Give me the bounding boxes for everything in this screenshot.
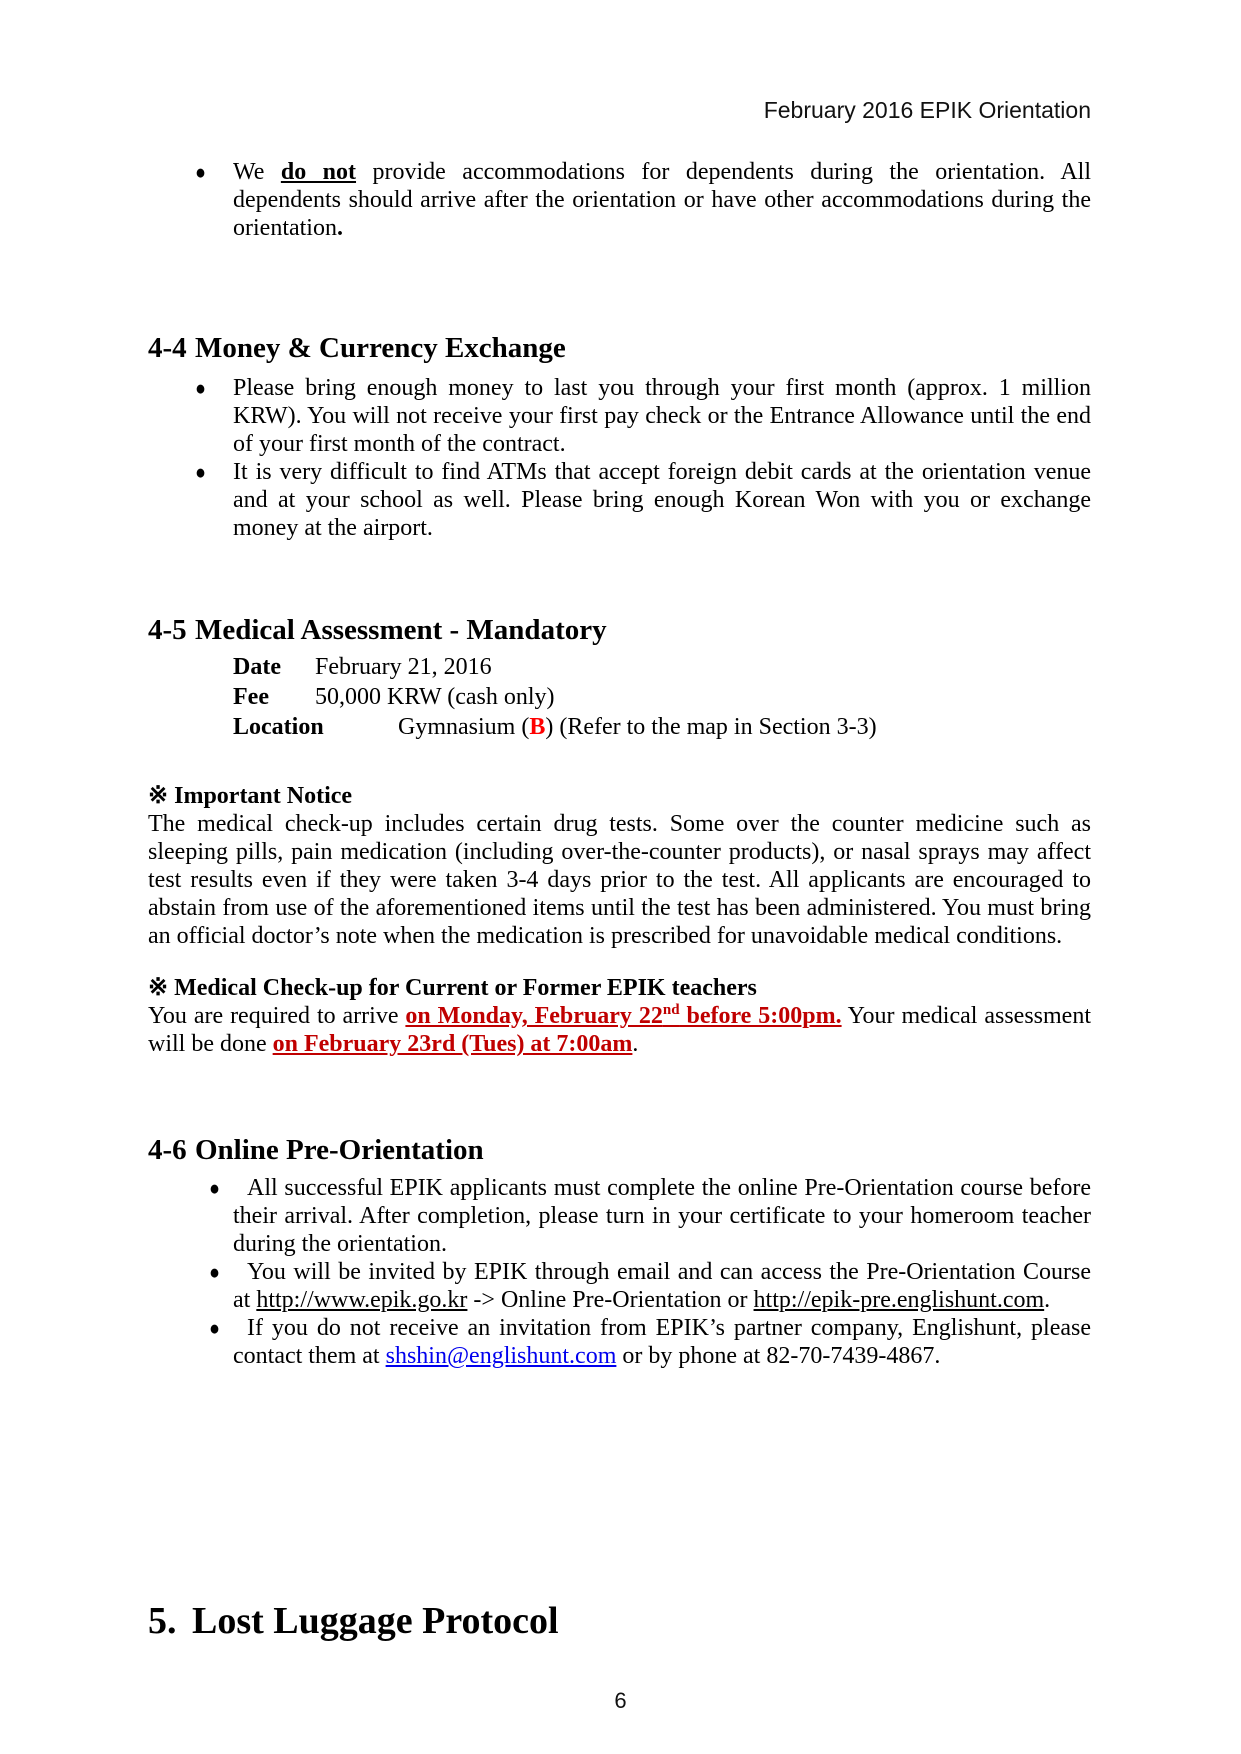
epik-website-link[interactable]: http://www.epik.go.kr	[256, 1287, 468, 1313]
medical-details	[233, 652, 1091, 742]
englishunt-pre-orientation-link[interactable]: http://epik-pre.englishunt.com	[753, 1287, 1045, 1313]
checkup-text-end: .	[632, 1031, 639, 1057]
list-item	[195, 1258, 1091, 1314]
intro-text-period: .	[336, 215, 343, 241]
bullet-icon: ●	[195, 160, 206, 184]
section-title: Medical Assessment - Mandatory	[195, 614, 607, 646]
checkup-text-pre: You are required to arrive	[148, 1003, 406, 1029]
deadline-1-ordinal: nd	[662, 1002, 680, 1018]
page-header-title: February 2016 EPIK Orientation	[763, 97, 1091, 123]
list-item	[195, 374, 1091, 458]
checkup-text-mid: Your medical assessment will be done	[148, 1003, 1091, 1057]
bullet-text: Please bring enough money to last you through your first month (approx. 1 million KRW). You will not receive your first pay check or the Entrance Allowance until the end of your first month of the contract.	[233, 375, 1091, 457]
checkup-deadline-1	[405, 1003, 841, 1029]
list-item	[195, 158, 1091, 242]
important-notice-title: ※ Important Notice	[148, 783, 353, 809]
section-heading-4-5	[148, 614, 1091, 647]
important-notice-body: The medical check-up includes certain drug tests. Some over the counter medicine such as sleeping pills, pain medication (including over-the-counter products), or nasal sprays may affect test results even if they were taken 3-4 days prior to the test. All applicants are encouraged to abstain from use of the aforementioned items until the test has been administered. You must bring an official doctor’s note when the medication is prescribed for unavoidable medical conditions.	[148, 811, 1091, 949]
list-item	[195, 1314, 1091, 1370]
date-row	[233, 652, 1091, 682]
bullet-icon: ●	[209, 1176, 220, 1200]
contact-email-link[interactable]: shshin@englishunt.com	[385, 1343, 617, 1369]
section-number: 4-5	[148, 614, 187, 646]
deadline-1-tail: before 5:00pm.	[679, 1003, 842, 1029]
bullet-text-pre: You will be invited by EPIK through email and can access the Pre-Orientation Course at	[233, 1259, 1091, 1313]
section-number: 4-6	[148, 1134, 187, 1166]
location-row	[233, 712, 1091, 742]
location-value-pre: Gymnasium (	[398, 714, 530, 740]
section-number: 4-4	[148, 332, 187, 364]
section-title: Money & Currency Exchange	[195, 332, 566, 364]
fee-value: 50,000 KRW (cash only)	[315, 684, 555, 710]
section-heading-4-6	[148, 1134, 1091, 1167]
list-item	[195, 1174, 1091, 1258]
location-value-post: ) (Refer to the map in Section 3-3)	[545, 714, 877, 740]
checkup-deadline-2: on February 23rd (Tues) at 7:00am	[272, 1031, 633, 1057]
section-heading-5	[148, 1598, 1091, 1644]
location-label: Location	[233, 714, 324, 740]
bullet-icon: ●	[195, 376, 206, 400]
fee-label: Fee	[233, 684, 269, 710]
date-value: February 21, 2016	[315, 654, 492, 680]
date-label: Date	[233, 654, 281, 680]
section-4-4-bullet-list	[195, 374, 1091, 542]
intro-bullet-list	[195, 158, 1091, 242]
bullet-text: All successful EPIK applicants must complete the online Pre-Orientation course before their arrival. After completion, please turn in your certificate to your homeroom teacher during the orientation.	[233, 1175, 1091, 1257]
checkup-notice-title: ※ Medical Check-up for Current or Former EPIK teachers	[148, 975, 757, 1001]
bullet-text-end: or by phone at 82-70-7439-4867.	[616, 1343, 941, 1369]
section-number: 5.	[148, 1600, 177, 1642]
section-title: Online Pre-Orientation	[195, 1134, 484, 1166]
bullet-icon: ●	[209, 1316, 220, 1340]
bullet-text-mid: -> Online Pre-Orientation or	[467, 1287, 754, 1313]
page-number: 6	[614, 1688, 627, 1713]
bullet-icon: ●	[195, 460, 206, 484]
checkup-notice-body	[148, 1002, 1091, 1058]
intro-text-do-not: do not	[280, 159, 357, 185]
location-building-letter: B	[529, 714, 546, 740]
bullet-text-end: .	[1044, 1287, 1051, 1313]
deadline-1-main: on Monday, February 22	[405, 1003, 663, 1029]
section-4-6-bullet-list	[195, 1174, 1091, 1370]
bullet-icon: ●	[209, 1260, 220, 1284]
bullet-text-pre: If you do not receive an invitation from EPIK’s partner company, Englishunt, please contact them at	[233, 1315, 1091, 1369]
bullet-text: It is very difficult to find ATMs that accept foreign debit cards at the orientation venue and at your school as well. Please bring enough Korean Won with you or exchange money at the airport.	[233, 459, 1091, 541]
list-item	[195, 458, 1091, 542]
fee-row	[233, 682, 1091, 712]
intro-text-post: provide accommodations for dependents during the orientation. All dependents should arrive after the orientation or have other accommodations during the orientation	[233, 159, 1091, 241]
section-title: Lost Luggage Protocol	[192, 1600, 559, 1642]
intro-text-pre: We	[233, 159, 281, 185]
section-heading-4-4	[148, 332, 1091, 365]
